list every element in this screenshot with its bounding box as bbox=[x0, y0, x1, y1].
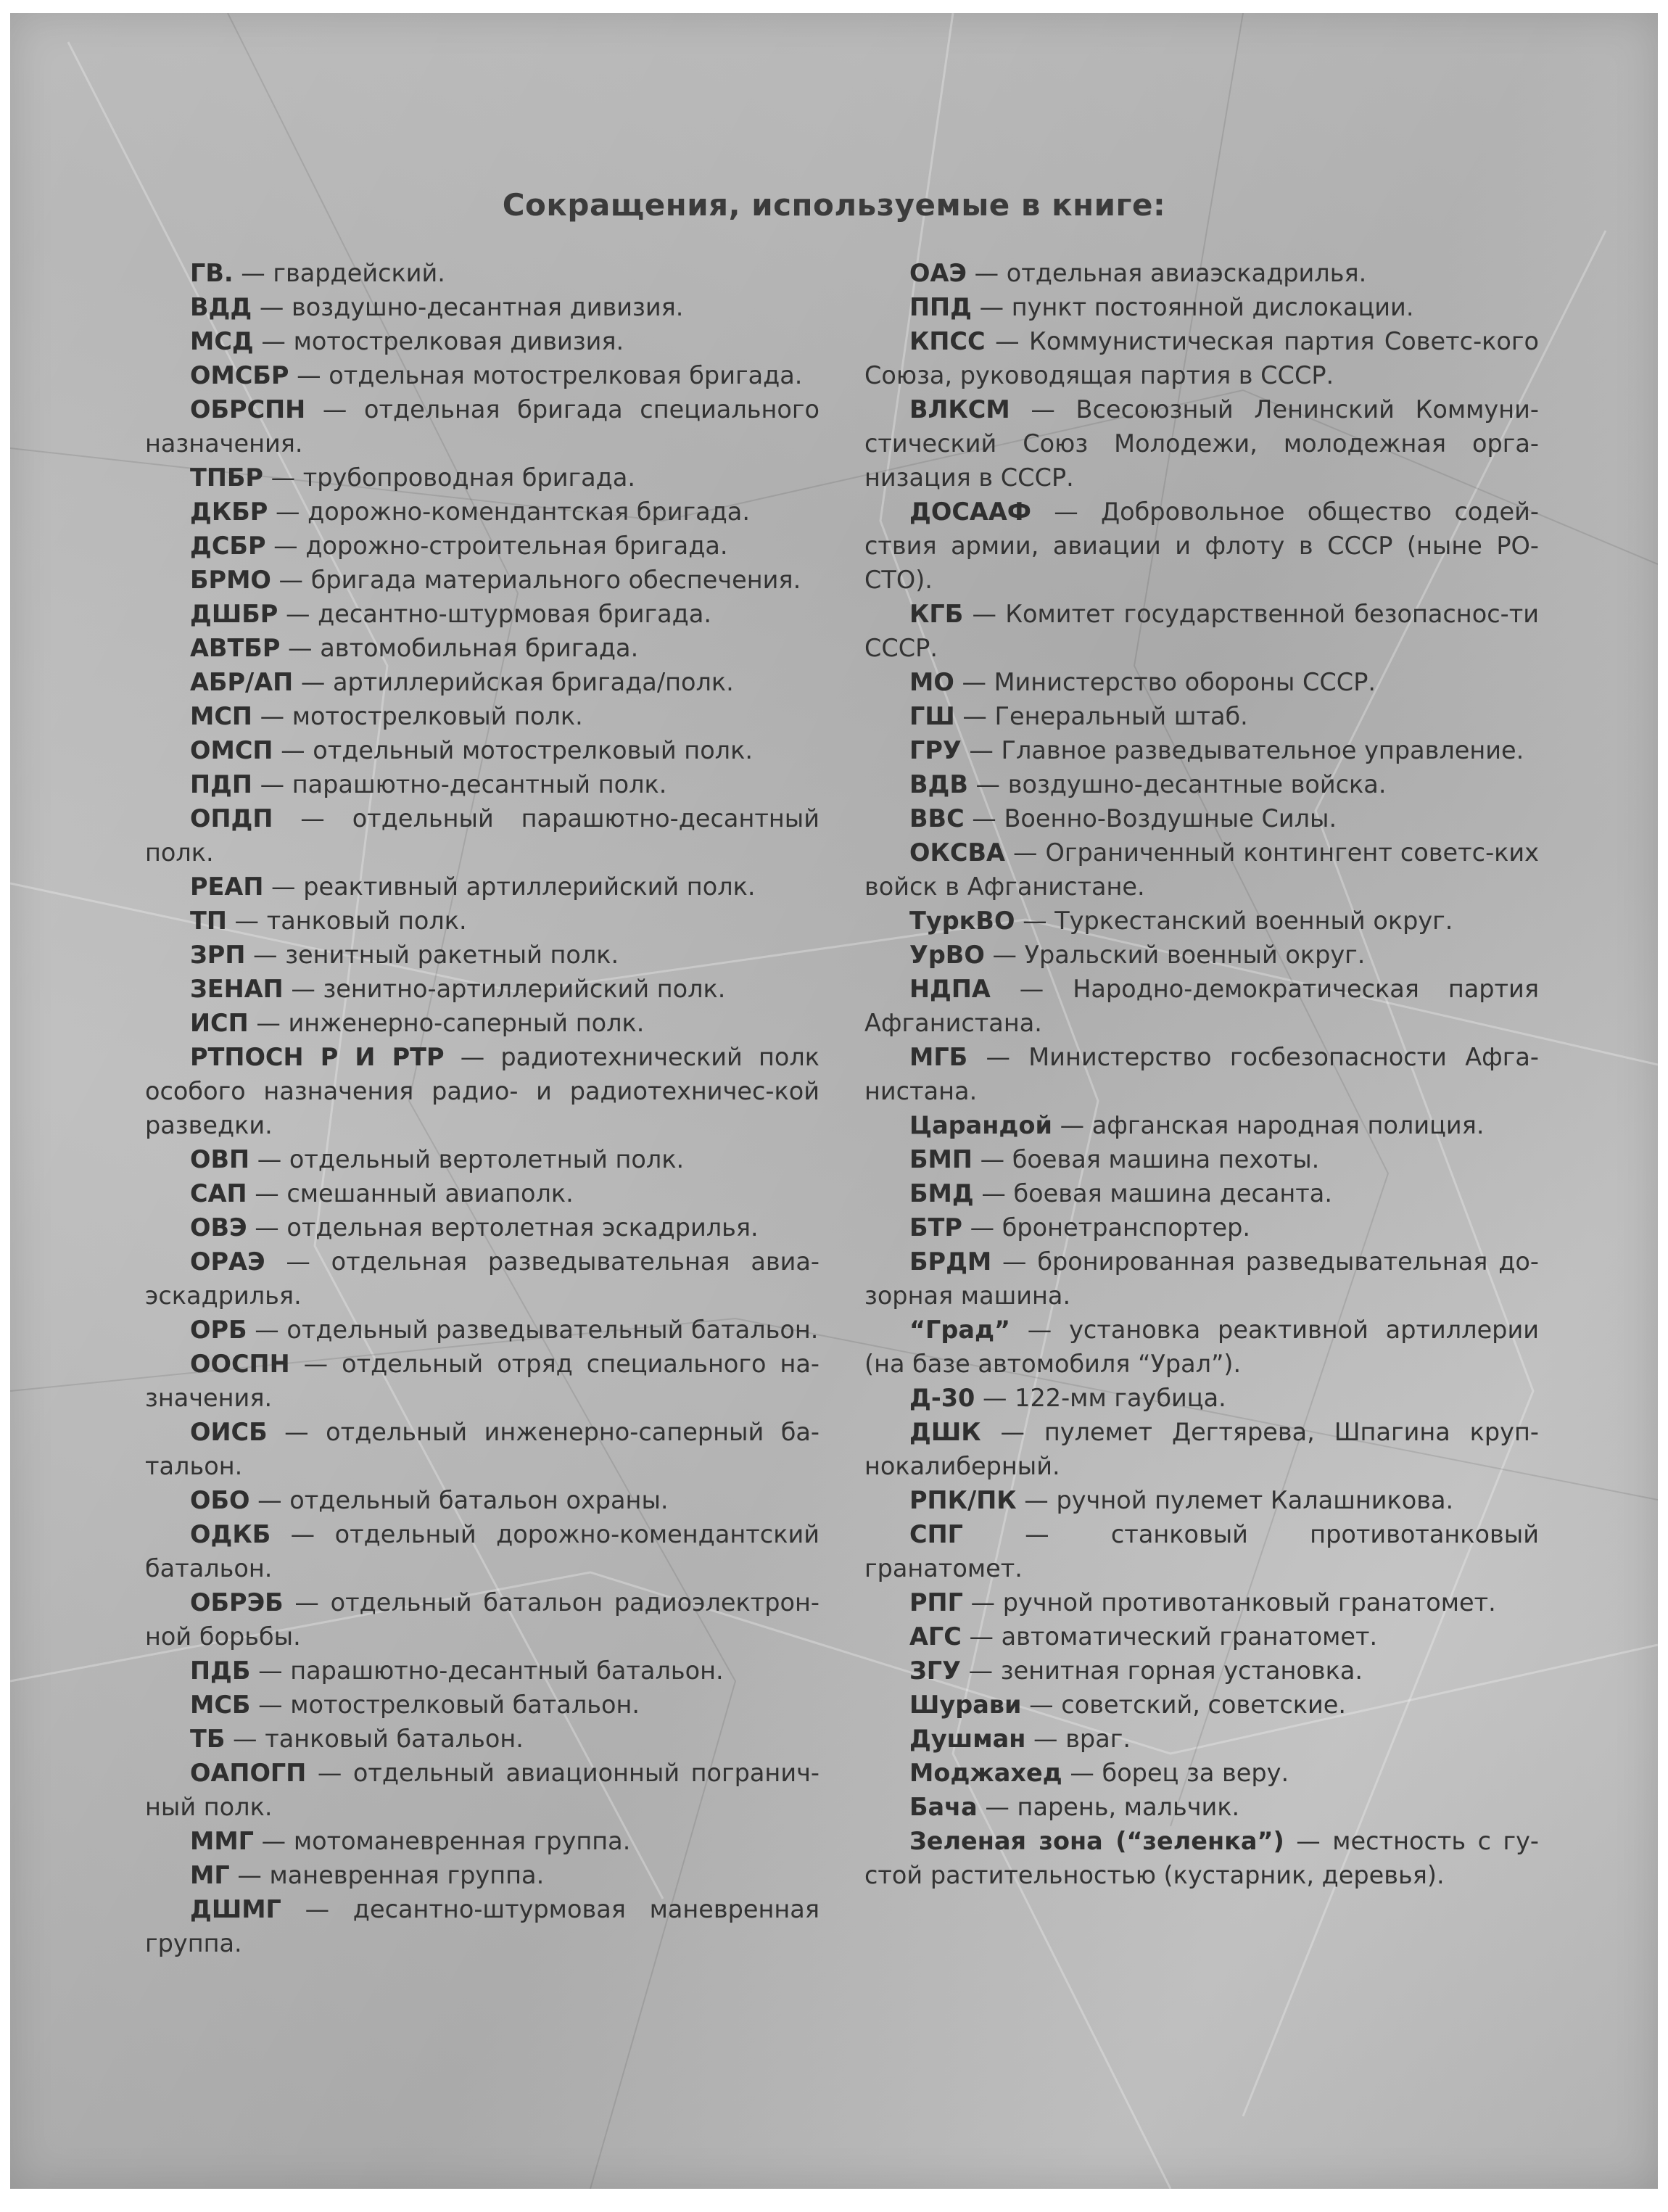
abbreviation-entry bbox=[145, 1176, 819, 1210]
abbreviation-entry bbox=[145, 1142, 819, 1176]
page-title: Сокращения, используемые в книге: bbox=[502, 187, 1166, 223]
abbreviation-entry bbox=[145, 461, 819, 495]
abbreviation-term: ДОСААФ bbox=[909, 498, 1031, 526]
abbreviation-term: ММГ bbox=[190, 1827, 255, 1855]
abbreviation-entry bbox=[864, 1245, 1539, 1313]
abbreviation-term: МСБ bbox=[190, 1691, 251, 1719]
abbreviation-entry bbox=[864, 699, 1539, 733]
abbreviation-term: АВТБР bbox=[190, 634, 281, 662]
abbreviation-definition: — отдельный отряд специального на-значения. bbox=[145, 1350, 819, 1412]
left-column bbox=[145, 256, 819, 1960]
abbreviation-entry bbox=[145, 1858, 819, 1892]
abbreviation-entry bbox=[864, 1142, 1539, 1176]
abbreviation-entry bbox=[864, 256, 1539, 290]
abbreviation-definition: — пулемет Дегтярева, Шпагина круп-нокалиберный. bbox=[864, 1418, 1539, 1480]
abbreviation-entry bbox=[864, 597, 1539, 665]
abbreviation-term: Зеленая зона (“зеленка”) bbox=[909, 1827, 1284, 1855]
abbreviation-definition: — бронированная разведывательная до-зорная машина. bbox=[864, 1247, 1539, 1310]
abbreviation-term: ТП bbox=[190, 907, 227, 935]
abbreviation-term: ОПДП bbox=[190, 804, 273, 833]
abbreviation-entry bbox=[145, 597, 819, 631]
abbreviation-entry bbox=[864, 1210, 1539, 1245]
abbreviation-term: ЗРП bbox=[190, 941, 246, 969]
abbreviation-definition: — боевая машина пехоты. bbox=[972, 1145, 1320, 1173]
abbreviation-entry bbox=[145, 1040, 819, 1142]
abbreviation-term: РПГ bbox=[909, 1588, 963, 1617]
abbreviation-entry bbox=[145, 1483, 819, 1517]
abbreviation-definition: — мотострелковый батальон. bbox=[250, 1691, 640, 1719]
abbreviation-term: ГВ. bbox=[190, 259, 234, 287]
abbreviation-term: ВЛКСМ bbox=[909, 395, 1010, 424]
abbreviation-entry bbox=[864, 1688, 1539, 1722]
abbreviation-entry bbox=[864, 835, 1539, 904]
abbreviation-term: ГРУ bbox=[909, 736, 962, 764]
abbreviation-entry bbox=[864, 1585, 1539, 1619]
abbreviation-entry bbox=[864, 1824, 1539, 1892]
abbreviation-term: АГС bbox=[909, 1622, 962, 1651]
abbreviation-entry bbox=[864, 1756, 1539, 1790]
abbreviation-definition: — боевая машина десанта. bbox=[973, 1179, 1332, 1208]
abbreviation-definition: — реактивный артиллерийский полк. bbox=[263, 872, 756, 901]
abbreviation-term: ОРБ bbox=[190, 1316, 247, 1344]
abbreviation-entry bbox=[864, 1381, 1539, 1415]
abbreviation-entry bbox=[864, 290, 1539, 324]
abbreviation-term: КГБ bbox=[909, 600, 964, 628]
abbreviation-entry bbox=[864, 392, 1539, 495]
abbreviation-term: ИСП bbox=[190, 1009, 249, 1037]
abbreviation-definition: — дорожно-комендантская бригада. bbox=[268, 498, 750, 526]
abbreviation-definition: — мотоманевренная группа. bbox=[254, 1827, 631, 1855]
abbreviation-term: ОВЭ bbox=[190, 1213, 247, 1242]
abbreviation-entry bbox=[145, 972, 819, 1006]
abbreviation-definition: — Уральский военный округ. bbox=[984, 941, 1366, 969]
abbreviation-entry bbox=[145, 1688, 819, 1722]
abbreviation-entry bbox=[145, 801, 819, 870]
abbreviation-term: ЗЕНАП bbox=[190, 975, 284, 1003]
abbreviation-definition: — бронетранспортер. bbox=[962, 1213, 1251, 1242]
abbreviation-definition: — парень, мальчик. bbox=[977, 1793, 1240, 1821]
abbreviation-definition: — пункт постоянной дислокации. bbox=[971, 293, 1414, 321]
abbreviation-definition: — ручной противотанковый гранатомет. bbox=[962, 1588, 1496, 1617]
abbreviation-definition: — отдельный разведывательный батальон. bbox=[247, 1316, 819, 1344]
abbreviation-term: ОКСВА bbox=[909, 838, 1005, 867]
abbreviation-entry bbox=[145, 324, 819, 358]
abbreviation-definition: — ручной пулемет Калашникова. bbox=[1016, 1486, 1454, 1514]
abbreviation-term: “Град” bbox=[909, 1316, 1011, 1344]
abbreviation-definition: — установка реактивной артиллерии (на базе автомобиля “Урал”). bbox=[864, 1316, 1539, 1378]
abbreviation-entry bbox=[864, 495, 1539, 597]
abbreviation-entry bbox=[145, 256, 819, 290]
abbreviation-entry bbox=[145, 1415, 819, 1483]
abbreviation-definition: — отдельный авиационный погранич-ный полк. bbox=[145, 1759, 819, 1821]
abbreviation-term: ДШМГ bbox=[190, 1895, 281, 1923]
abbreviation-term: Душман bbox=[909, 1725, 1026, 1753]
abbreviation-entry bbox=[864, 1619, 1539, 1654]
abbreviation-term: РПК/ПК bbox=[909, 1486, 1017, 1514]
abbreviation-term: БРДМ bbox=[909, 1247, 992, 1276]
abbreviation-definition: — десантно-штурмовая бригада. bbox=[278, 600, 711, 628]
abbreviation-definition: — дорожно-строительная бригада. bbox=[265, 532, 728, 560]
abbreviation-entry bbox=[145, 1654, 819, 1688]
abbreviation-definition: — борец за веру. bbox=[1062, 1759, 1289, 1787]
abbreviation-term: КПСС bbox=[909, 327, 986, 355]
abbreviation-term: СПГ bbox=[909, 1520, 963, 1548]
abbreviation-definition: — советский, советские. bbox=[1021, 1691, 1347, 1719]
abbreviation-definition: — воздушно-десантные войска. bbox=[967, 770, 1387, 798]
abbreviation-term: ЗГУ bbox=[909, 1656, 961, 1685]
abbreviation-definition: — мотострелковый полк. bbox=[252, 702, 583, 730]
abbreviation-entry bbox=[145, 1892, 819, 1960]
abbreviation-entry bbox=[145, 1824, 819, 1858]
abbreviation-entry bbox=[145, 665, 819, 699]
abbreviation-entry bbox=[145, 870, 819, 904]
abbreviation-definition: — бригада материального обеспечения. bbox=[271, 566, 801, 594]
abbreviation-term: БТР bbox=[909, 1213, 962, 1242]
abbreviation-term: Д-30 bbox=[909, 1384, 975, 1412]
abbreviation-entry bbox=[145, 767, 819, 801]
abbreviation-entry bbox=[864, 767, 1539, 801]
abbreviation-definition: — Главное разведывательное управление. bbox=[961, 736, 1524, 764]
abbreviation-definition: — зенитно-артиллерийский полк. bbox=[283, 975, 726, 1003]
abbreviation-term: ППД bbox=[909, 293, 972, 321]
abbreviation-definition: — смешанный авиаполк. bbox=[247, 1179, 574, 1208]
abbreviation-entry bbox=[864, 665, 1539, 699]
abbreviation-term: БМП bbox=[909, 1145, 973, 1173]
abbreviation-entry bbox=[864, 1108, 1539, 1142]
abbreviation-entry bbox=[864, 1313, 1539, 1381]
abbreviation-term: Царандой bbox=[909, 1111, 1052, 1139]
abbreviation-entry bbox=[864, 1483, 1539, 1517]
abbreviation-definition: — радиотехнический полк особого назначения радио- и радиотехничес-кой разведки. bbox=[145, 1043, 820, 1139]
abbreviation-term: МГБ bbox=[909, 1043, 968, 1071]
abbreviation-term: ОМСБР bbox=[190, 361, 289, 389]
abbreviation-entry bbox=[864, 1722, 1539, 1756]
abbreviation-entry bbox=[145, 733, 819, 767]
abbreviation-definition: — враг. bbox=[1025, 1725, 1131, 1753]
abbreviation-term: Бача bbox=[909, 1793, 978, 1821]
abbreviation-definition: — парашютно-десантный батальон. bbox=[250, 1656, 724, 1685]
abbreviation-term: ПДП bbox=[190, 770, 252, 798]
abbreviation-term: Моджахед bbox=[909, 1759, 1062, 1787]
abbreviation-definition: — Комитет государственной безопаснос-ти СССР. bbox=[864, 600, 1539, 662]
abbreviation-entry bbox=[864, 1654, 1539, 1688]
abbreviation-entry bbox=[145, 358, 819, 392]
abbreviation-entry bbox=[145, 1585, 819, 1654]
abbreviation-term: ТПБР bbox=[190, 463, 263, 492]
abbreviation-definition: — Военно-Воздушные Силы. bbox=[964, 804, 1337, 833]
abbreviation-entry bbox=[145, 1517, 819, 1585]
abbreviation-definition: — артиллерийская бригада/полк. bbox=[293, 668, 734, 696]
abbreviation-entry bbox=[864, 1517, 1539, 1585]
abbreviation-term: БРМО bbox=[190, 566, 271, 594]
abbreviation-entry bbox=[145, 495, 819, 529]
abbreviation-entry bbox=[145, 938, 819, 972]
abbreviation-definition: — инженерно-саперный полк. bbox=[248, 1009, 645, 1037]
abbreviation-term: ОАЭ bbox=[909, 259, 967, 287]
abbreviation-definition: — отдельный инженерно-саперный ба-тальон. bbox=[145, 1418, 819, 1480]
abbreviation-term: ПДБ bbox=[190, 1656, 251, 1685]
abbreviation-term: РТПОСН Р И РТР bbox=[190, 1043, 445, 1071]
abbreviation-definition: — зенитная горная установка. bbox=[960, 1656, 1363, 1685]
abbreviation-entry bbox=[145, 529, 819, 563]
abbreviation-entry bbox=[864, 1415, 1539, 1483]
abbreviation-definition: — местность с гу-стой растительностью (кустарник, деревья). bbox=[864, 1827, 1540, 1889]
abbreviation-definition: — Министерство обороны СССР. bbox=[954, 668, 1376, 696]
abbreviation-term: ОДКБ bbox=[190, 1520, 271, 1548]
abbreviation-term: ОБРЭБ bbox=[190, 1588, 284, 1617]
abbreviation-definition: — Народно-демократическая партия Афганистана. bbox=[864, 975, 1539, 1037]
abbreviation-entry bbox=[864, 801, 1539, 835]
abbreviation-entry bbox=[864, 324, 1539, 392]
abbreviation-term: ОМСП bbox=[190, 736, 273, 764]
abbreviation-entry bbox=[145, 563, 819, 597]
abbreviation-definition: — мотострелковая дивизия. bbox=[253, 327, 624, 355]
abbreviation-definition: — танковый батальон. bbox=[225, 1725, 524, 1753]
abbreviation-term: НДПА bbox=[909, 975, 991, 1003]
abbreviation-definition: — отдельный мотострелковый полк. bbox=[273, 736, 753, 764]
abbreviation-term: МО bbox=[909, 668, 954, 696]
abbreviation-entry bbox=[864, 938, 1539, 972]
abbreviation-entry bbox=[145, 699, 819, 733]
abbreviation-term: ТуркВО bbox=[909, 907, 1015, 935]
abbreviation-definition: — отдельный дорожно-комендантский батальон. bbox=[145, 1520, 819, 1582]
abbreviation-definition: — маневренная группа. bbox=[229, 1861, 545, 1889]
abbreviation-definition: — Туркестанский военный округ. bbox=[1015, 907, 1453, 935]
abbreviation-entry bbox=[145, 1006, 819, 1040]
abbreviation-definition: — автомобильная бригада. bbox=[280, 634, 639, 662]
abbreviation-definition: — отдельный вертолетный полк. bbox=[249, 1145, 685, 1173]
abbreviation-term: ДСБР bbox=[190, 532, 266, 560]
abbreviation-term: ОБРСПН bbox=[190, 395, 306, 424]
abbreviation-definition: — автоматический гранатомет. bbox=[961, 1622, 1378, 1651]
abbreviation-definition: — десантно-штурмовая маневренная группа. bbox=[145, 1895, 819, 1957]
abbreviation-term: ООСПН bbox=[190, 1350, 290, 1378]
abbreviation-entry bbox=[864, 733, 1539, 767]
right-column bbox=[864, 256, 1539, 1892]
abbreviation-definition: — танковый полк. bbox=[226, 907, 467, 935]
abbreviation-definition: — 122-мм гаубица. bbox=[975, 1384, 1226, 1412]
abbreviation-definition: — Министерство госбезопасности Афга-нистана. bbox=[864, 1043, 1539, 1105]
abbreviation-term: ОРАЭ bbox=[190, 1247, 265, 1276]
abbreviation-term: ДКБР bbox=[190, 498, 268, 526]
abbreviation-term: ДШБР bbox=[190, 600, 278, 628]
abbreviation-term: ВДД bbox=[190, 293, 252, 321]
abbreviation-definition: — парашютно-десантный полк. bbox=[252, 770, 667, 798]
abbreviation-entry bbox=[864, 1176, 1539, 1210]
abbreviation-term: МГ bbox=[190, 1861, 230, 1889]
abbreviation-term: УрВО bbox=[909, 941, 985, 969]
abbreviation-definition: — отдельная вертолетная эскадрилья. bbox=[247, 1213, 759, 1242]
abbreviation-definition: — трубопроводная бригада. bbox=[263, 463, 636, 492]
paper-sheet bbox=[10, 13, 1658, 2189]
abbreviation-definition: — отдельный батальон охраны. bbox=[249, 1486, 669, 1514]
abbreviation-definition: — отдельный парашютно-десантный полк. bbox=[145, 804, 819, 867]
abbreviation-term: ОИСБ bbox=[190, 1418, 268, 1446]
abbreviation-definition: — афганская народная полиция. bbox=[1052, 1111, 1485, 1139]
abbreviation-entry bbox=[145, 1347, 819, 1415]
abbreviation-term: АБР/АП bbox=[190, 668, 294, 696]
abbreviation-term: РЕАП bbox=[190, 872, 264, 901]
abbreviation-definition: — Ограниченный контингент советс-ких войск в Афганистане. bbox=[864, 838, 1539, 901]
abbreviation-entry bbox=[145, 1245, 819, 1313]
abbreviation-term: ВДВ bbox=[909, 770, 968, 798]
abbreviation-entry bbox=[145, 1722, 819, 1756]
abbreviation-term: ГШ bbox=[909, 702, 955, 730]
abbreviation-definition: — зенитный ракетный полк. bbox=[245, 941, 619, 969]
abbreviation-term: МСП bbox=[190, 702, 252, 730]
abbreviation-entry bbox=[145, 392, 819, 461]
abbreviation-term: ОАПОГП bbox=[190, 1759, 307, 1787]
abbreviation-term: ОБО bbox=[190, 1486, 250, 1514]
abbreviation-term: ДШК bbox=[909, 1418, 981, 1446]
abbreviation-entry bbox=[864, 904, 1539, 938]
abbreviation-definition: — отдельная авиаэскадрилья. bbox=[967, 259, 1367, 287]
abbreviation-entry bbox=[145, 290, 819, 324]
abbreviation-entry bbox=[145, 1313, 819, 1347]
abbreviation-definition: — гвардейский. bbox=[233, 259, 445, 287]
abbreviation-definition: — Добровольное общество содей-ствия армии, авиации и флоту в СССР (ныне РО-СТО). bbox=[864, 498, 1539, 594]
abbreviation-definition: — отдельная разведывательная авиа-эскадрилья. bbox=[145, 1247, 819, 1310]
abbreviation-definition: — Коммунистическая партия Советс-кого Союза, руководящая партия в СССР. bbox=[864, 327, 1539, 389]
abbreviation-term: ВВС bbox=[909, 804, 965, 833]
abbreviation-term: БМД bbox=[909, 1179, 974, 1208]
abbreviation-entry bbox=[145, 631, 819, 665]
abbreviation-entry bbox=[145, 904, 819, 938]
abbreviation-entry bbox=[145, 1756, 819, 1824]
abbreviation-definition: — станковый противотанковый гранатомет. bbox=[864, 1520, 1539, 1582]
abbreviation-entry bbox=[864, 1040, 1539, 1108]
abbreviation-definition: — воздушно-десантная дивизия. bbox=[252, 293, 684, 321]
abbreviation-definition: — отдельный батальон радиоэлектрон-ной борьбы. bbox=[145, 1588, 819, 1651]
abbreviation-term: Шурави bbox=[909, 1691, 1022, 1719]
abbreviation-term: ОВП bbox=[190, 1145, 250, 1173]
abbreviation-entry bbox=[864, 1790, 1539, 1824]
abbreviation-term: САП bbox=[190, 1179, 247, 1208]
abbreviation-definition: — Генеральный штаб. bbox=[954, 702, 1248, 730]
abbreviation-term: ТБ bbox=[190, 1725, 226, 1753]
abbreviation-definition: — отдельная мотострелковая бригада. bbox=[289, 361, 803, 389]
abbreviation-definition: — отдельная бригада специального назначения. bbox=[145, 395, 819, 458]
abbreviation-term: МСД bbox=[190, 327, 254, 355]
abbreviation-entry bbox=[145, 1210, 819, 1245]
abbreviation-definition: — Всесоюзный Ленинский Коммуни-стический Союз Молодежи, молодежная орга-низация в СССР. bbox=[864, 395, 1539, 492]
abbreviation-entry bbox=[864, 972, 1539, 1040]
